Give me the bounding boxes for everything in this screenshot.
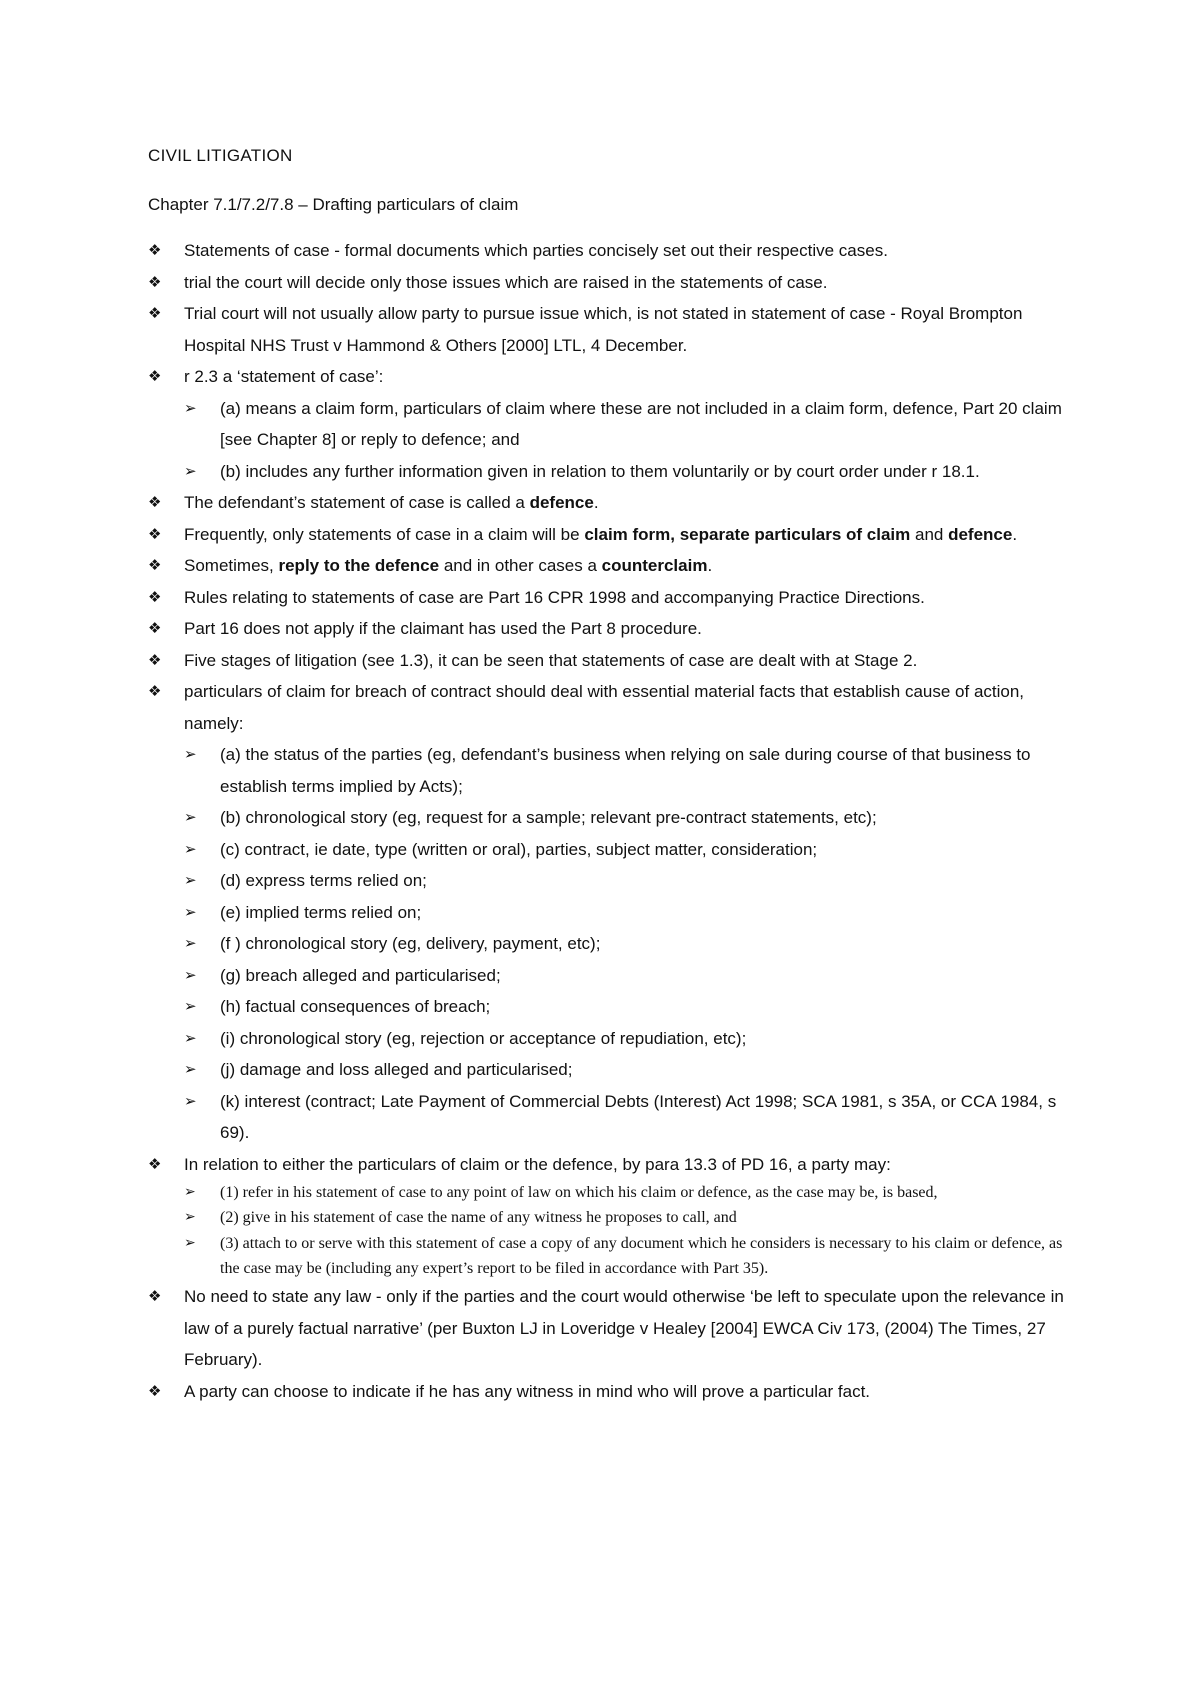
- list-item: [148, 519, 1078, 551]
- sub-list-item-text: (b) chronological story (eg, request for a sample; relevant pre-contract statements, etc);: [220, 808, 877, 827]
- sub-list-item: [184, 1180, 1078, 1205]
- sub-list: [184, 739, 1078, 1149]
- arrow-bullet-icon: ➢: [184, 966, 197, 984]
- list-item-text: trial the court will decide only those issues which are raised in the statements of case.: [184, 272, 828, 292]
- sub-list-item-text: (b) includes any further information given in relation to them voluntarily or by court order under r 18.1.: [220, 461, 980, 481]
- chapter-heading: Chapter 7.1/7.2/7.8 – Drafting particulars of claim: [148, 195, 519, 214]
- list-item-text: r 2.3 a ‘statement of case’:: [184, 367, 384, 386]
- list-item-text: Part 16 does not apply if the claimant has used the Part 8 procedure.: [184, 619, 702, 638]
- list-item: [148, 550, 1078, 582]
- arrow-bullet-icon: ➢: [184, 809, 197, 826]
- list-item: [148, 487, 1078, 519]
- diamond-bullet-icon: ❖: [148, 588, 162, 606]
- sub-list: [184, 1180, 1078, 1281]
- list-item: [148, 613, 1078, 645]
- list-item-text: Statements of case - formal documents which parties concisely set out their respective cases.: [184, 241, 888, 260]
- emphasis-text: defence: [529, 493, 594, 512]
- arrow-bullet-icon: ➢: [184, 746, 197, 763]
- document-page: [148, 146, 1078, 1407]
- arrow-bullet-icon: ➢: [184, 399, 197, 417]
- list-item: [148, 298, 1078, 361]
- arrow-bullet-icon: ➢: [184, 903, 197, 921]
- diamond-bullet-icon: ❖: [148, 651, 162, 669]
- arrow-bullet-icon: ➢: [184, 998, 197, 1015]
- list-item: [148, 1149, 1078, 1282]
- sub-list-item-text: (1) refer in his statement of case to any point of law on which his claim or defence, as the case may be, is based,: [220, 1184, 938, 1201]
- diamond-bullet-icon: ❖: [148, 368, 162, 385]
- list-item-text: [184, 556, 712, 575]
- list-item: [148, 361, 1078, 487]
- list-item-text: Five stages of litigation (see 1.3), it can be seen that statements of case are dealt with at Stage 2.: [184, 650, 918, 670]
- arrow-bullet-icon: ➢: [184, 1029, 197, 1047]
- list-item-text: Trial court will not usually allow party to pursue issue which, is not stated in statement of case - Royal Brompton Hospital NHS Trust v Hammond & Others [2000] LTL, 4 December.: [184, 304, 1023, 355]
- sub-list-item: [184, 1086, 1078, 1149]
- sub-list-item: [184, 393, 1078, 456]
- sub-list: [184, 393, 1078, 488]
- diamond-bullet-icon: ❖: [148, 305, 162, 322]
- list-item-text: [184, 525, 1017, 544]
- sub-list-item-text: (a) means a claim form, particulars of claim where these are not included in a claim form, defence, Part 20 claim [see Chapter 8] or reply to defence; and: [220, 398, 1062, 449]
- sub-list-item-text: (c) contract, ie date, type (written or oral), parties, subject matter, consideration;: [220, 839, 818, 859]
- sub-list-item-text: (j) damage and loss alleged and particularised;: [220, 1060, 573, 1079]
- notes-list: [148, 235, 1078, 1407]
- sub-list-item-text: (k) interest (contract; Late Payment of Commercial Debts (Interest) Act 1998; SCA 1981, s 35A, or CCA 1984, s 69).: [220, 1091, 1057, 1142]
- sub-list-item: [184, 960, 1078, 992]
- sub-list-item-text: (d) express terms relied on;: [220, 871, 427, 890]
- list-item: [148, 1281, 1078, 1376]
- arrow-bullet-icon: ➢: [184, 872, 197, 889]
- arrow-bullet-icon: ➢: [184, 1184, 196, 1200]
- sub-list-item: [184, 928, 1078, 960]
- arrow-bullet-icon: ➢: [184, 1092, 197, 1110]
- list-item: [148, 235, 1078, 267]
- text-run: .: [593, 493, 599, 512]
- sub-list-item-text: (h) factual consequences of breach;: [220, 997, 491, 1016]
- diamond-bullet-icon: ❖: [148, 1155, 162, 1173]
- sub-list-item: [184, 456, 1078, 488]
- sub-list-item-text: (3) attach to or serve with this statement of case a copy of any document which he considers is necessary to his claim or defence, as the case may be (including any expert’s report to be filed in accordance with Part 35).: [220, 1234, 1063, 1277]
- text-run: .: [1012, 524, 1018, 544]
- diamond-bullet-icon: ❖: [148, 683, 162, 700]
- emphasis-text: claim form, separate particulars of claim: [584, 524, 911, 544]
- sub-list-item-text: (g) breach alleged and particularised;: [220, 965, 501, 985]
- text-run: .: [707, 556, 713, 575]
- text-run: and: [910, 524, 949, 544]
- diamond-bullet-icon: ❖: [148, 273, 162, 291]
- text-run: Frequently, only statements of case in a claim will be: [184, 524, 585, 544]
- arrow-bullet-icon: ➢: [184, 840, 197, 858]
- arrow-bullet-icon: ➢: [184, 462, 197, 480]
- list-item-text: [184, 493, 599, 512]
- diamond-bullet-icon: ❖: [148, 1382, 162, 1400]
- text-run: Sometimes,: [184, 556, 279, 575]
- sub-list-item: [184, 802, 1078, 834]
- diamond-bullet-icon: ❖: [148, 620, 162, 637]
- arrow-bullet-icon: ➢: [184, 935, 197, 952]
- emphasis-text: reply to the defence: [278, 556, 440, 575]
- diamond-bullet-icon: ❖: [148, 557, 162, 574]
- list-item: [148, 267, 1078, 299]
- list-item: [148, 1376, 1078, 1408]
- sub-list-item-text: (f ) chronological story (eg, delivery, payment, etc);: [220, 934, 601, 953]
- text-run: and in other cases a: [439, 556, 602, 575]
- sub-list-item-text: (2) give in his statement of case the name of any witness he proposes to call, and: [220, 1209, 737, 1227]
- sub-list-item-text: (a) the status of the parties (eg, defendant’s business when relying on sale during course of that business to establish terms implied by Acts);: [220, 745, 1031, 796]
- diamond-bullet-icon: ❖: [148, 242, 162, 259]
- sub-list-item: [184, 1231, 1078, 1282]
- list-item-text: No need to state any law - only if the parties and the court would otherwise ‘be left to speculate upon the relevance in law of a purely factual narrative’ (per Buxton LJ in Loveridge v Healey [2004] EWCA Civ 173, (2004) The Times, 27 February).: [184, 1287, 1064, 1370]
- sub-list-item: [184, 865, 1078, 897]
- emphasis-text: defence: [948, 524, 1013, 544]
- diamond-bullet-icon: ❖: [148, 525, 162, 543]
- sub-list-item: [184, 991, 1078, 1023]
- sub-list-item: [184, 834, 1078, 866]
- diamond-bullet-icon: ❖: [148, 1288, 162, 1306]
- sub-list-item: [184, 1054, 1078, 1086]
- diamond-bullet-icon: ❖: [148, 494, 162, 511]
- list-item: [148, 582, 1078, 614]
- list-item: [148, 645, 1078, 677]
- sub-list-item: [184, 1205, 1078, 1230]
- arrow-bullet-icon: ➢: [184, 1209, 196, 1226]
- sub-list-item: [184, 897, 1078, 929]
- sub-list-item: [184, 739, 1078, 802]
- text-run: The defendant’s statement of case is called a: [184, 493, 530, 512]
- sub-list-item: [184, 1023, 1078, 1055]
- list-item-text: particulars of claim for breach of contract should deal with essential material facts that establish cause of action, namely:: [184, 682, 1025, 733]
- document-title: CIVIL LITIGATION: [148, 146, 293, 165]
- list-item-text: Rules relating to statements of case are Part 16 CPR 1998 and accompanying Practice Directions.: [184, 587, 925, 607]
- sub-list-item-text: (e) implied terms relied on;: [220, 902, 422, 922]
- list-item: [148, 676, 1078, 1149]
- list-item-text: A party can choose to indicate if he has any witness in mind who will prove a particular fact.: [184, 1381, 871, 1401]
- arrow-bullet-icon: ➢: [184, 1234, 196, 1251]
- arrow-bullet-icon: ➢: [184, 1061, 197, 1078]
- sub-list-item-text: (i) chronological story (eg, rejection or acceptance of repudiation, etc);: [220, 1028, 747, 1048]
- emphasis-text: counterclaim: [601, 556, 708, 575]
- list-item-text: In relation to either the particulars of claim or the defence, by para 13.3 of PD 16, a party may:: [184, 1154, 891, 1174]
